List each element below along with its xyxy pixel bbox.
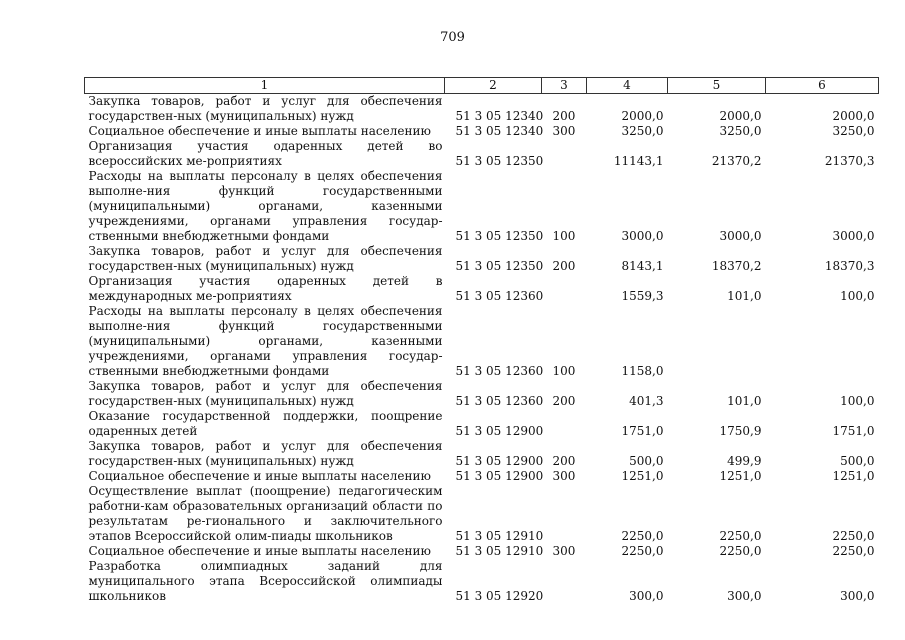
row-amount-year-3 [766, 304, 879, 379]
row-amount-year-3: 2000,0 [832, 109, 875, 123]
row-amount-year-2: 101,0 [727, 394, 762, 408]
row-amount-year-2: 499,9 [727, 454, 762, 468]
row-amount-year-3: 1751,0 [832, 424, 875, 438]
row-description: Расходы на выплаты персоналу в целях обеспечения выполне-ния функций государственными (муниципальными) органами, казенными учреждениями, органами управления государ-ственными внебюджетными фондами [88, 169, 443, 243]
row-target-code: 51 3 05 12910 [455, 529, 544, 543]
table-row [85, 409, 879, 439]
row-target-code: 51 3 05 12920 [455, 589, 544, 603]
row-amount-year-1: 3250,0 [621, 124, 664, 138]
row-expense-type [542, 139, 587, 169]
table-row [85, 139, 879, 169]
row-amount-year-1: 11143,1 [613, 154, 664, 168]
header-col-4: 4 [587, 78, 668, 94]
row-description: Закупка товаров, работ и услуг для обеспечения государствен-ных (муниципальных) нужд [88, 94, 443, 123]
row-expense-type: 300 [552, 544, 576, 558]
row-description: Организация участия одаренных детей в международных ме-роприятиях [88, 274, 443, 303]
row-amount-year-3: 100,0 [840, 394, 875, 408]
row-description: Социальное обеспечение и иные выплаты населению [88, 469, 431, 483]
row-expense-type: 100 [552, 229, 576, 243]
row-amount-year-1: 3000,0 [621, 229, 664, 243]
row-description: Оказание государственной поддержки, поощрение одаренных детей [88, 409, 443, 438]
table-row [85, 379, 879, 409]
header-col-1: 1 [85, 78, 445, 94]
row-amount-year-3: 1251,0 [832, 469, 875, 483]
table-row [85, 544, 879, 559]
row-amount-year-2 [668, 304, 766, 379]
row-amount-year-3: 300,0 [840, 589, 875, 603]
table-row [85, 94, 879, 125]
row-description: Расходы на выплаты персоналу в целях обеспечения выполне-ния функций государственными (муниципальными) органами, казенными учреждениями, органами управления государ-ственными внебюджетными фондами [88, 304, 443, 378]
row-target-code: 51 3 05 12900 [455, 454, 544, 468]
row-amount-year-3: 3000,0 [832, 229, 875, 243]
table-row [85, 244, 879, 274]
budget-table [84, 77, 879, 604]
table-row [85, 439, 879, 469]
row-amount-year-1: 2250,0 [621, 544, 664, 558]
table-row [85, 469, 879, 484]
row-amount-year-2: 21370,2 [711, 154, 762, 168]
row-expense-type: 100 [552, 364, 576, 378]
row-amount-year-1: 500,0 [629, 454, 664, 468]
row-target-code: 51 3 05 12900 [455, 469, 544, 483]
row-amount-year-1: 1158,0 [621, 364, 664, 378]
row-amount-year-2: 3250,0 [719, 124, 762, 138]
row-amount-year-2: 300,0 [727, 589, 762, 603]
row-amount-year-2: 2250,0 [719, 544, 762, 558]
row-description: Закупка товаров, работ и услуг для обеспечения государствен-ных (муниципальных) нужд [88, 244, 443, 273]
row-amount-year-1: 1559,3 [621, 289, 664, 303]
row-description: Организация участия одаренных детей во всероссийских ме-роприятиях [88, 139, 443, 168]
row-expense-type: 200 [552, 394, 576, 408]
row-expense-type: 200 [552, 109, 576, 123]
row-expense-type [542, 559, 587, 604]
row-amount-year-1: 8143,1 [621, 259, 664, 273]
row-amount-year-3: 18370,3 [824, 259, 875, 273]
row-target-code: 51 3 05 12910 [455, 544, 544, 558]
row-amount-year-3: 500,0 [840, 454, 875, 468]
row-expense-type [542, 409, 587, 439]
row-target-code: 51 3 05 12340 [455, 124, 544, 138]
page-number: 709 [440, 30, 465, 45]
row-description: Осуществление выплат (поощрение) педагогическим работни-кам образовательных организаций области по результатам ре-гионального и заключительного этапов Всероссийской олим-пиады школьников [88, 484, 443, 543]
table-row [85, 484, 879, 544]
table-row [85, 559, 879, 604]
row-amount-year-2: 1750,9 [719, 424, 762, 438]
table-row [85, 169, 879, 244]
row-description: Социальное обеспечение и иные выплаты населению [88, 544, 431, 558]
header-col-2: 2 [445, 78, 542, 94]
row-amount-year-3: 2250,0 [832, 529, 875, 543]
row-description: Разработка олимпиадных заданий для муниципального этапа Всероссийской олимпиады школьников [88, 559, 443, 603]
header-col-3: 3 [542, 78, 587, 94]
row-amount-year-1: 2000,0 [621, 109, 664, 123]
row-expense-type: 300 [552, 469, 576, 483]
row-amount-year-2: 101,0 [727, 289, 762, 303]
row-target-code: 51 3 05 12360 [455, 289, 544, 303]
row-target-code: 51 3 05 12340 [455, 109, 544, 123]
row-target-code: 51 3 05 12350 [455, 229, 544, 243]
row-expense-type: 300 [552, 124, 576, 138]
row-description: Закупка товаров, работ и услуг для обеспечения государствен-ных (муниципальных) нужд [88, 379, 443, 408]
header-col-6: 6 [766, 78, 879, 94]
table-row [85, 304, 879, 379]
row-expense-type [542, 274, 587, 304]
row-target-code: 51 3 05 12350 [455, 154, 544, 168]
row-amount-year-3: 3250,0 [832, 124, 875, 138]
row-target-code: 51 3 05 12900 [455, 424, 544, 438]
row-amount-year-2: 18370,2 [711, 259, 762, 273]
row-amount-year-2: 1251,0 [719, 469, 762, 483]
row-amount-year-1: 2250,0 [621, 529, 664, 543]
row-target-code: 51 3 05 12350 [455, 259, 544, 273]
row-target-code: 51 3 05 12360 [455, 394, 544, 408]
row-amount-year-1: 1251,0 [621, 469, 664, 483]
header-col-5: 5 [668, 78, 766, 94]
row-description: Закупка товаров, работ и услуг для обеспечения государствен-ных (муниципальных) нужд [88, 439, 443, 468]
row-amount-year-2: 3000,0 [719, 229, 762, 243]
row-amount-year-1: 1751,0 [621, 424, 664, 438]
row-amount-year-2: 2000,0 [719, 109, 762, 123]
row-target-code: 51 3 05 12360 [455, 364, 544, 378]
row-expense-type: 200 [552, 454, 576, 468]
row-description: Социальное обеспечение и иные выплаты населению [88, 124, 431, 138]
row-amount-year-3: 21370,3 [824, 154, 875, 168]
row-amount-year-3: 100,0 [840, 289, 875, 303]
row-amount-year-1: 401,3 [629, 394, 664, 408]
table-row [85, 124, 879, 139]
row-amount-year-3: 2250,0 [832, 544, 875, 558]
header-row [85, 78, 879, 94]
row-expense-type: 200 [552, 259, 576, 273]
row-amount-year-1: 300,0 [629, 589, 664, 603]
row-amount-year-2: 2250,0 [719, 529, 762, 543]
row-expense-type [542, 484, 587, 544]
table-row [85, 274, 879, 304]
